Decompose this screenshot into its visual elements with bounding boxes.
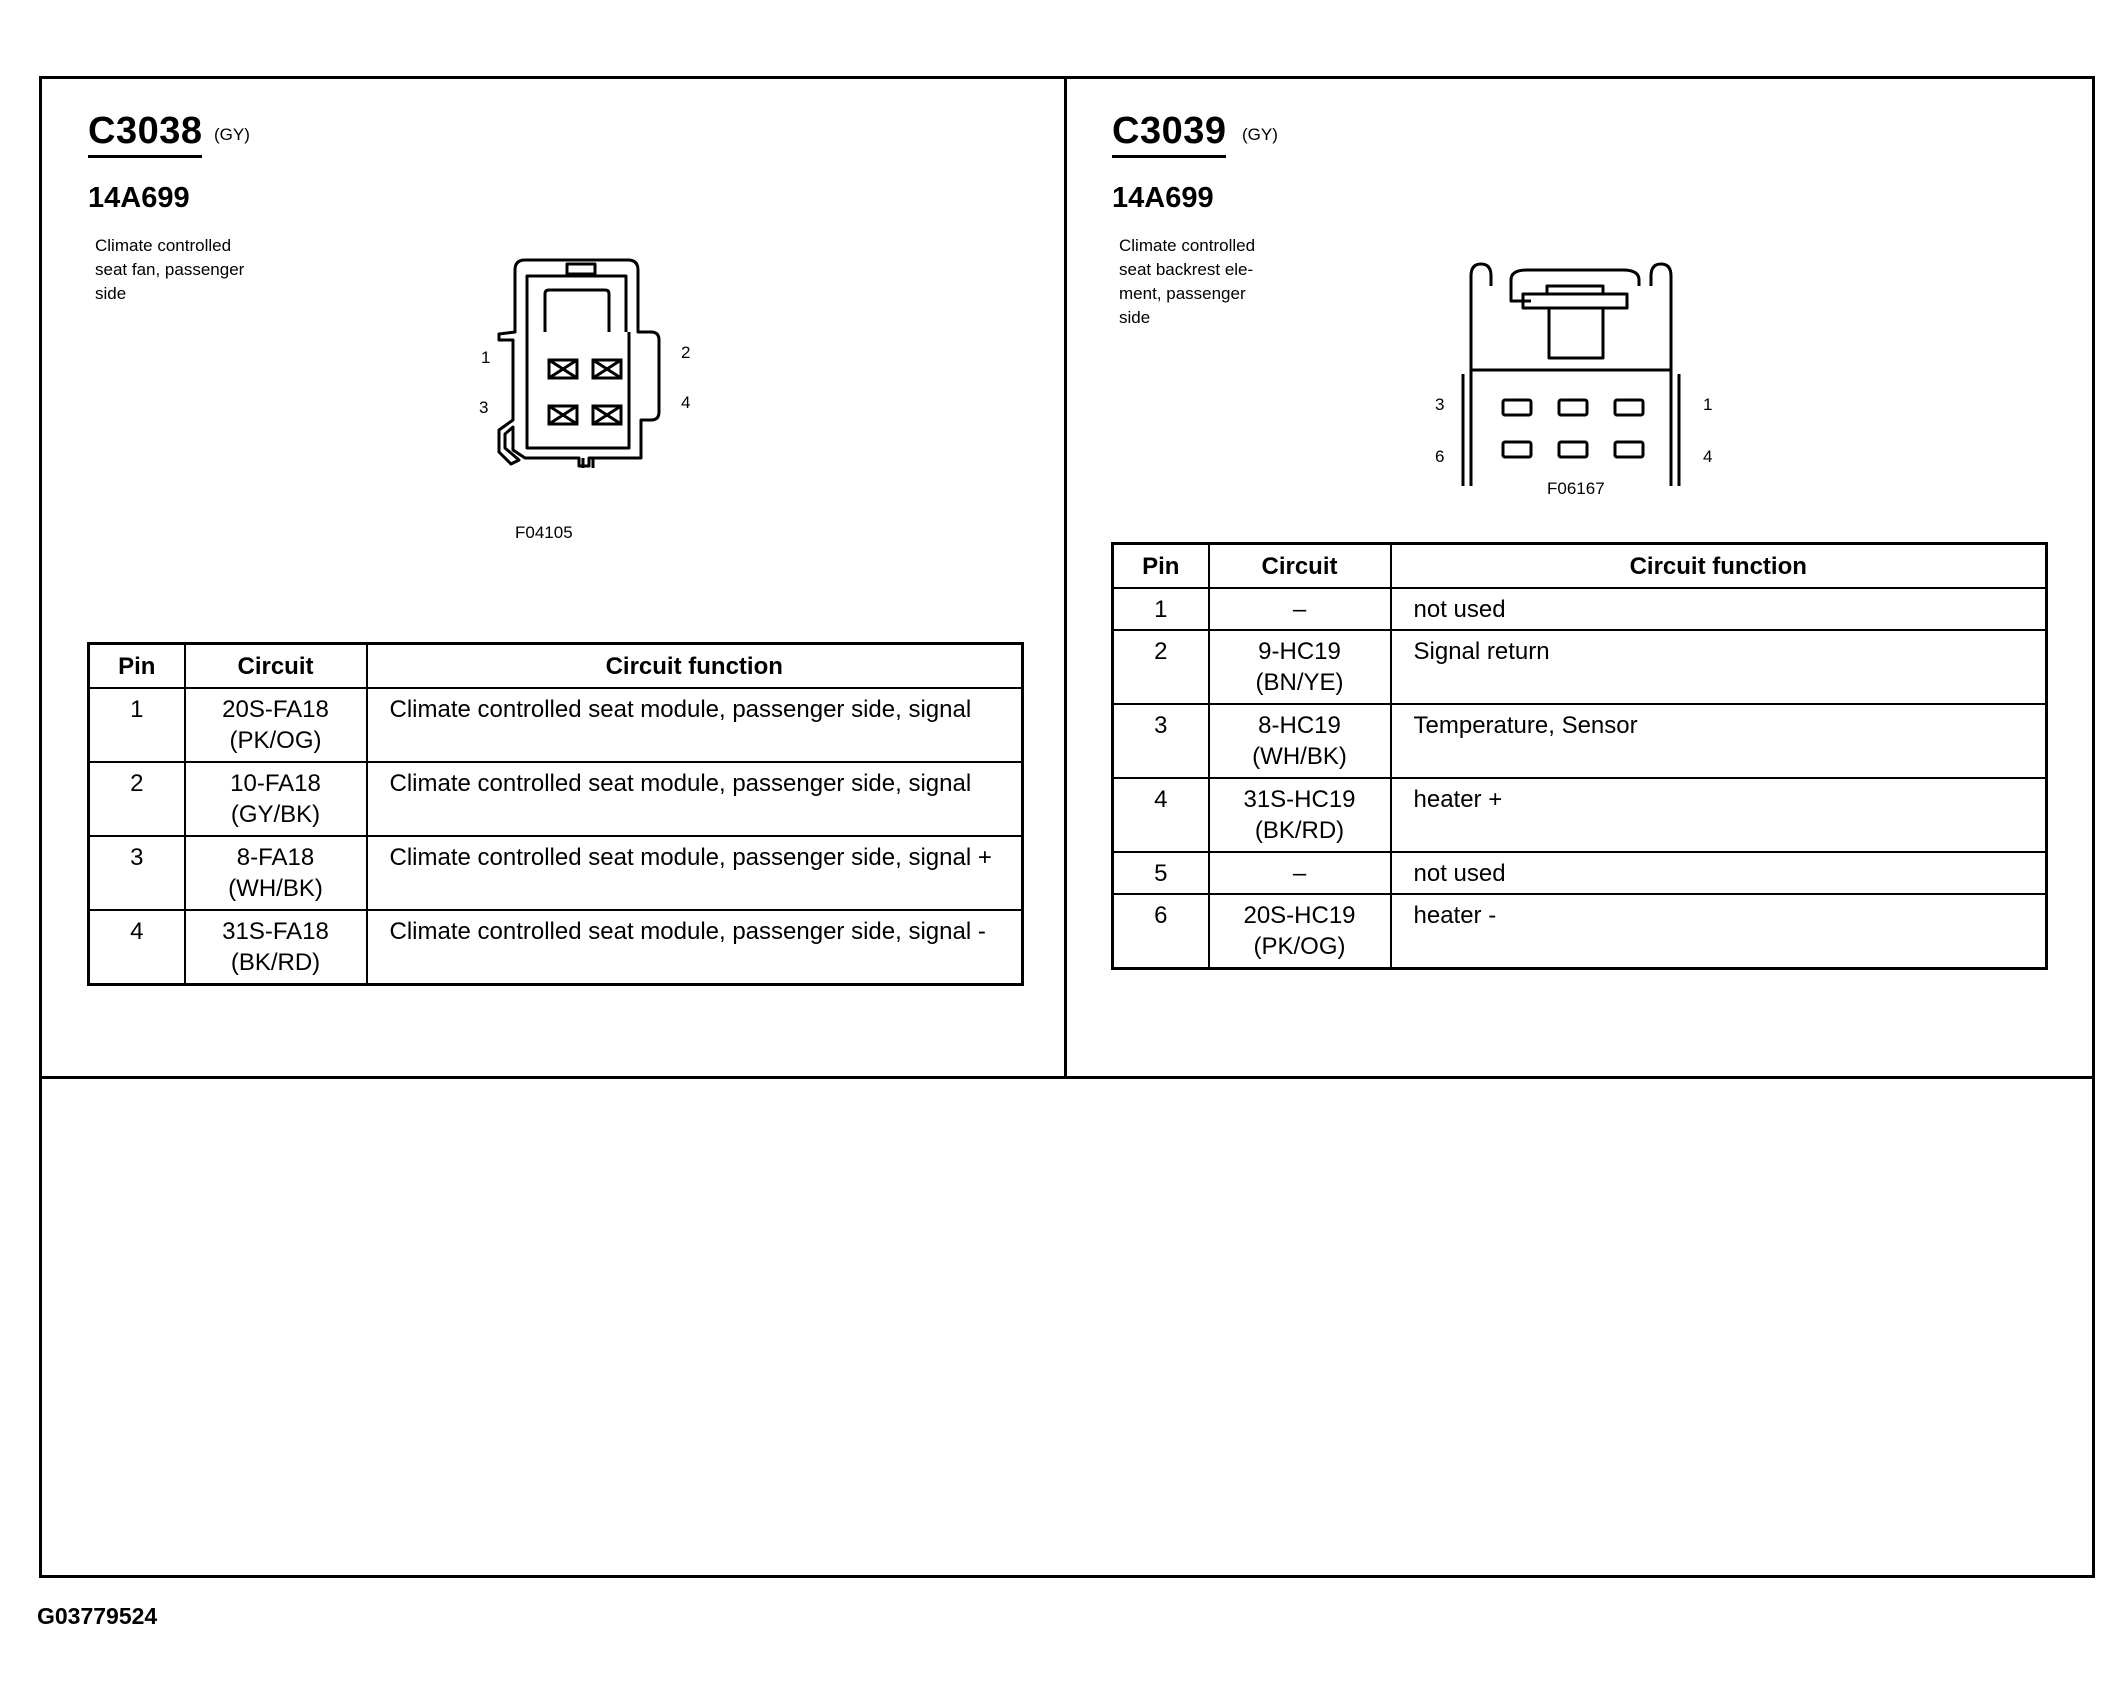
wire-color: (GY/BK) (230, 801, 321, 828)
function-cell: Climate controlled seat module, passenger side, signal (367, 762, 1023, 836)
connector-description (1119, 234, 1255, 330)
pin-cell: 2 (89, 762, 185, 836)
pin-label: 4 (1703, 447, 1713, 466)
pin-label: 2 (681, 343, 691, 362)
function-cell: not used (1391, 588, 2047, 630)
table-row (89, 910, 1023, 985)
pin-table (1111, 542, 2048, 970)
table-row (1113, 894, 2047, 969)
wire-color: (BK/RD) (230, 949, 321, 976)
connector-panel-c3039 (1067, 76, 2095, 1076)
pin-cell: 5 (1113, 852, 1209, 894)
connector-id: C3039 (1112, 110, 1226, 158)
column-header-circuit: Circuit (1209, 544, 1391, 589)
part-number: 14A699 (1112, 182, 1214, 214)
function-cell: not used (1391, 852, 2047, 894)
circuit-code: – (1292, 596, 1307, 623)
pin-label: 3 (1435, 395, 1445, 414)
circuit-code: 8-FA18 (236, 844, 315, 871)
circuit-code: 20S-FA18 (222, 696, 329, 723)
table-row (1113, 704, 2047, 778)
wire-color: (BN/YE) (1255, 669, 1344, 696)
connector-id: C3038 (88, 110, 202, 158)
connector-description (95, 234, 244, 306)
circuit-cell (1209, 852, 1391, 894)
table-row (1113, 630, 2047, 704)
pin-cell: 1 (1113, 588, 1209, 630)
connector-color: (GY) (214, 125, 250, 144)
connector-face-diagram (419, 242, 749, 482)
circuit-cell (1209, 630, 1391, 704)
table-row (1113, 778, 2047, 852)
circuit-code: 31S-HC19 (1243, 786, 1356, 813)
pin-label: 1 (1703, 395, 1713, 414)
connector-color: (GY) (1242, 125, 1278, 144)
pin-cavity-5 (1559, 442, 1587, 457)
pin-label: 6 (1435, 447, 1445, 466)
circuit-cell (1209, 894, 1391, 969)
pin-cell: 3 (89, 836, 185, 910)
column-header-circuit: Circuit (185, 644, 367, 689)
circuit-cell (1209, 588, 1391, 630)
pin-label: 4 (681, 393, 691, 412)
function-cell: Signal return (1391, 630, 2047, 704)
description-line: seat fan, passenger (95, 260, 245, 279)
column-header-function: Circuit function (1391, 544, 2047, 589)
description-line: ment, passenger (1119, 284, 1246, 303)
pin-cell: 6 (1113, 894, 1209, 969)
circuit-code: – (1292, 860, 1307, 887)
circuit-code: 8-HC19 (1258, 712, 1341, 739)
connector-face-diagram (1427, 176, 1727, 486)
circuit-code: 31S-FA18 (222, 918, 329, 945)
pin-cavity-4 (1615, 442, 1643, 457)
function-cell: heater - (1391, 894, 2047, 969)
figure-id: F06167 (1547, 479, 1605, 498)
pin-label: 3 (479, 398, 489, 417)
part-number: 14A699 (88, 182, 190, 214)
wire-color: (WH/BK) (228, 875, 323, 902)
table-row (89, 836, 1023, 910)
pin-cavity-2 (1559, 400, 1587, 415)
pin-cell: 3 (1113, 704, 1209, 778)
circuit-cell (185, 836, 367, 910)
function-cell: Climate controlled seat module, passenger side, signal + (367, 836, 1023, 910)
table-row (1113, 852, 2047, 894)
connector-panel-c3038 (39, 76, 1064, 1076)
circuit-code: 10-FA18 (230, 770, 321, 797)
function-cell: heater + (1391, 778, 2047, 852)
figure-id: F04105 (515, 523, 573, 542)
wire-color: (PK/OG) (1253, 933, 1346, 960)
panel-divider-horizontal (39, 1076, 2095, 1079)
pin-label: 1 (481, 348, 491, 367)
circuit-cell (185, 910, 367, 985)
pin-cavity-3 (1503, 400, 1531, 415)
description-line: Climate controlled (1119, 236, 1256, 255)
wire-color: (PK/OG) (229, 727, 322, 754)
circuit-cell (1209, 778, 1391, 852)
table-row (89, 762, 1023, 836)
table-row (89, 688, 1023, 762)
circuit-cell (185, 762, 367, 836)
pin-cell: 4 (89, 910, 185, 985)
description-line: side (95, 284, 127, 303)
pin-cell: 4 (1113, 778, 1209, 852)
column-header-pin: Pin (1113, 544, 1209, 589)
function-cell: Temperature, Sensor (1391, 704, 2047, 778)
pin-cavity-6 (1503, 442, 1531, 457)
pin-cell: 2 (1113, 630, 1209, 704)
circuit-code: 9-HC19 (1258, 638, 1341, 665)
wire-color: (WH/BK) (1252, 743, 1347, 770)
circuit-cell (1209, 704, 1391, 778)
circuit-cell (185, 688, 367, 762)
function-cell: Climate controlled seat module, passenger side, signal - (367, 910, 1023, 985)
graphic-id: G03779524 (37, 1603, 158, 1629)
description-line: side (1119, 308, 1151, 327)
description-line: seat backrest ele- (1119, 260, 1254, 279)
pin-cavity-1 (1615, 400, 1643, 415)
table-row (1113, 588, 2047, 630)
pin-cell: 1 (89, 688, 185, 762)
pin-table (87, 642, 1024, 986)
circuit-code: 20S-HC19 (1243, 902, 1356, 929)
column-header-pin: Pin (89, 644, 185, 689)
description-line: Climate controlled (95, 236, 232, 255)
wire-color: (BK/RD) (1254, 817, 1345, 844)
function-cell: Climate controlled seat module, passenger side, signal (367, 688, 1023, 762)
column-header-function: Circuit function (367, 644, 1023, 689)
